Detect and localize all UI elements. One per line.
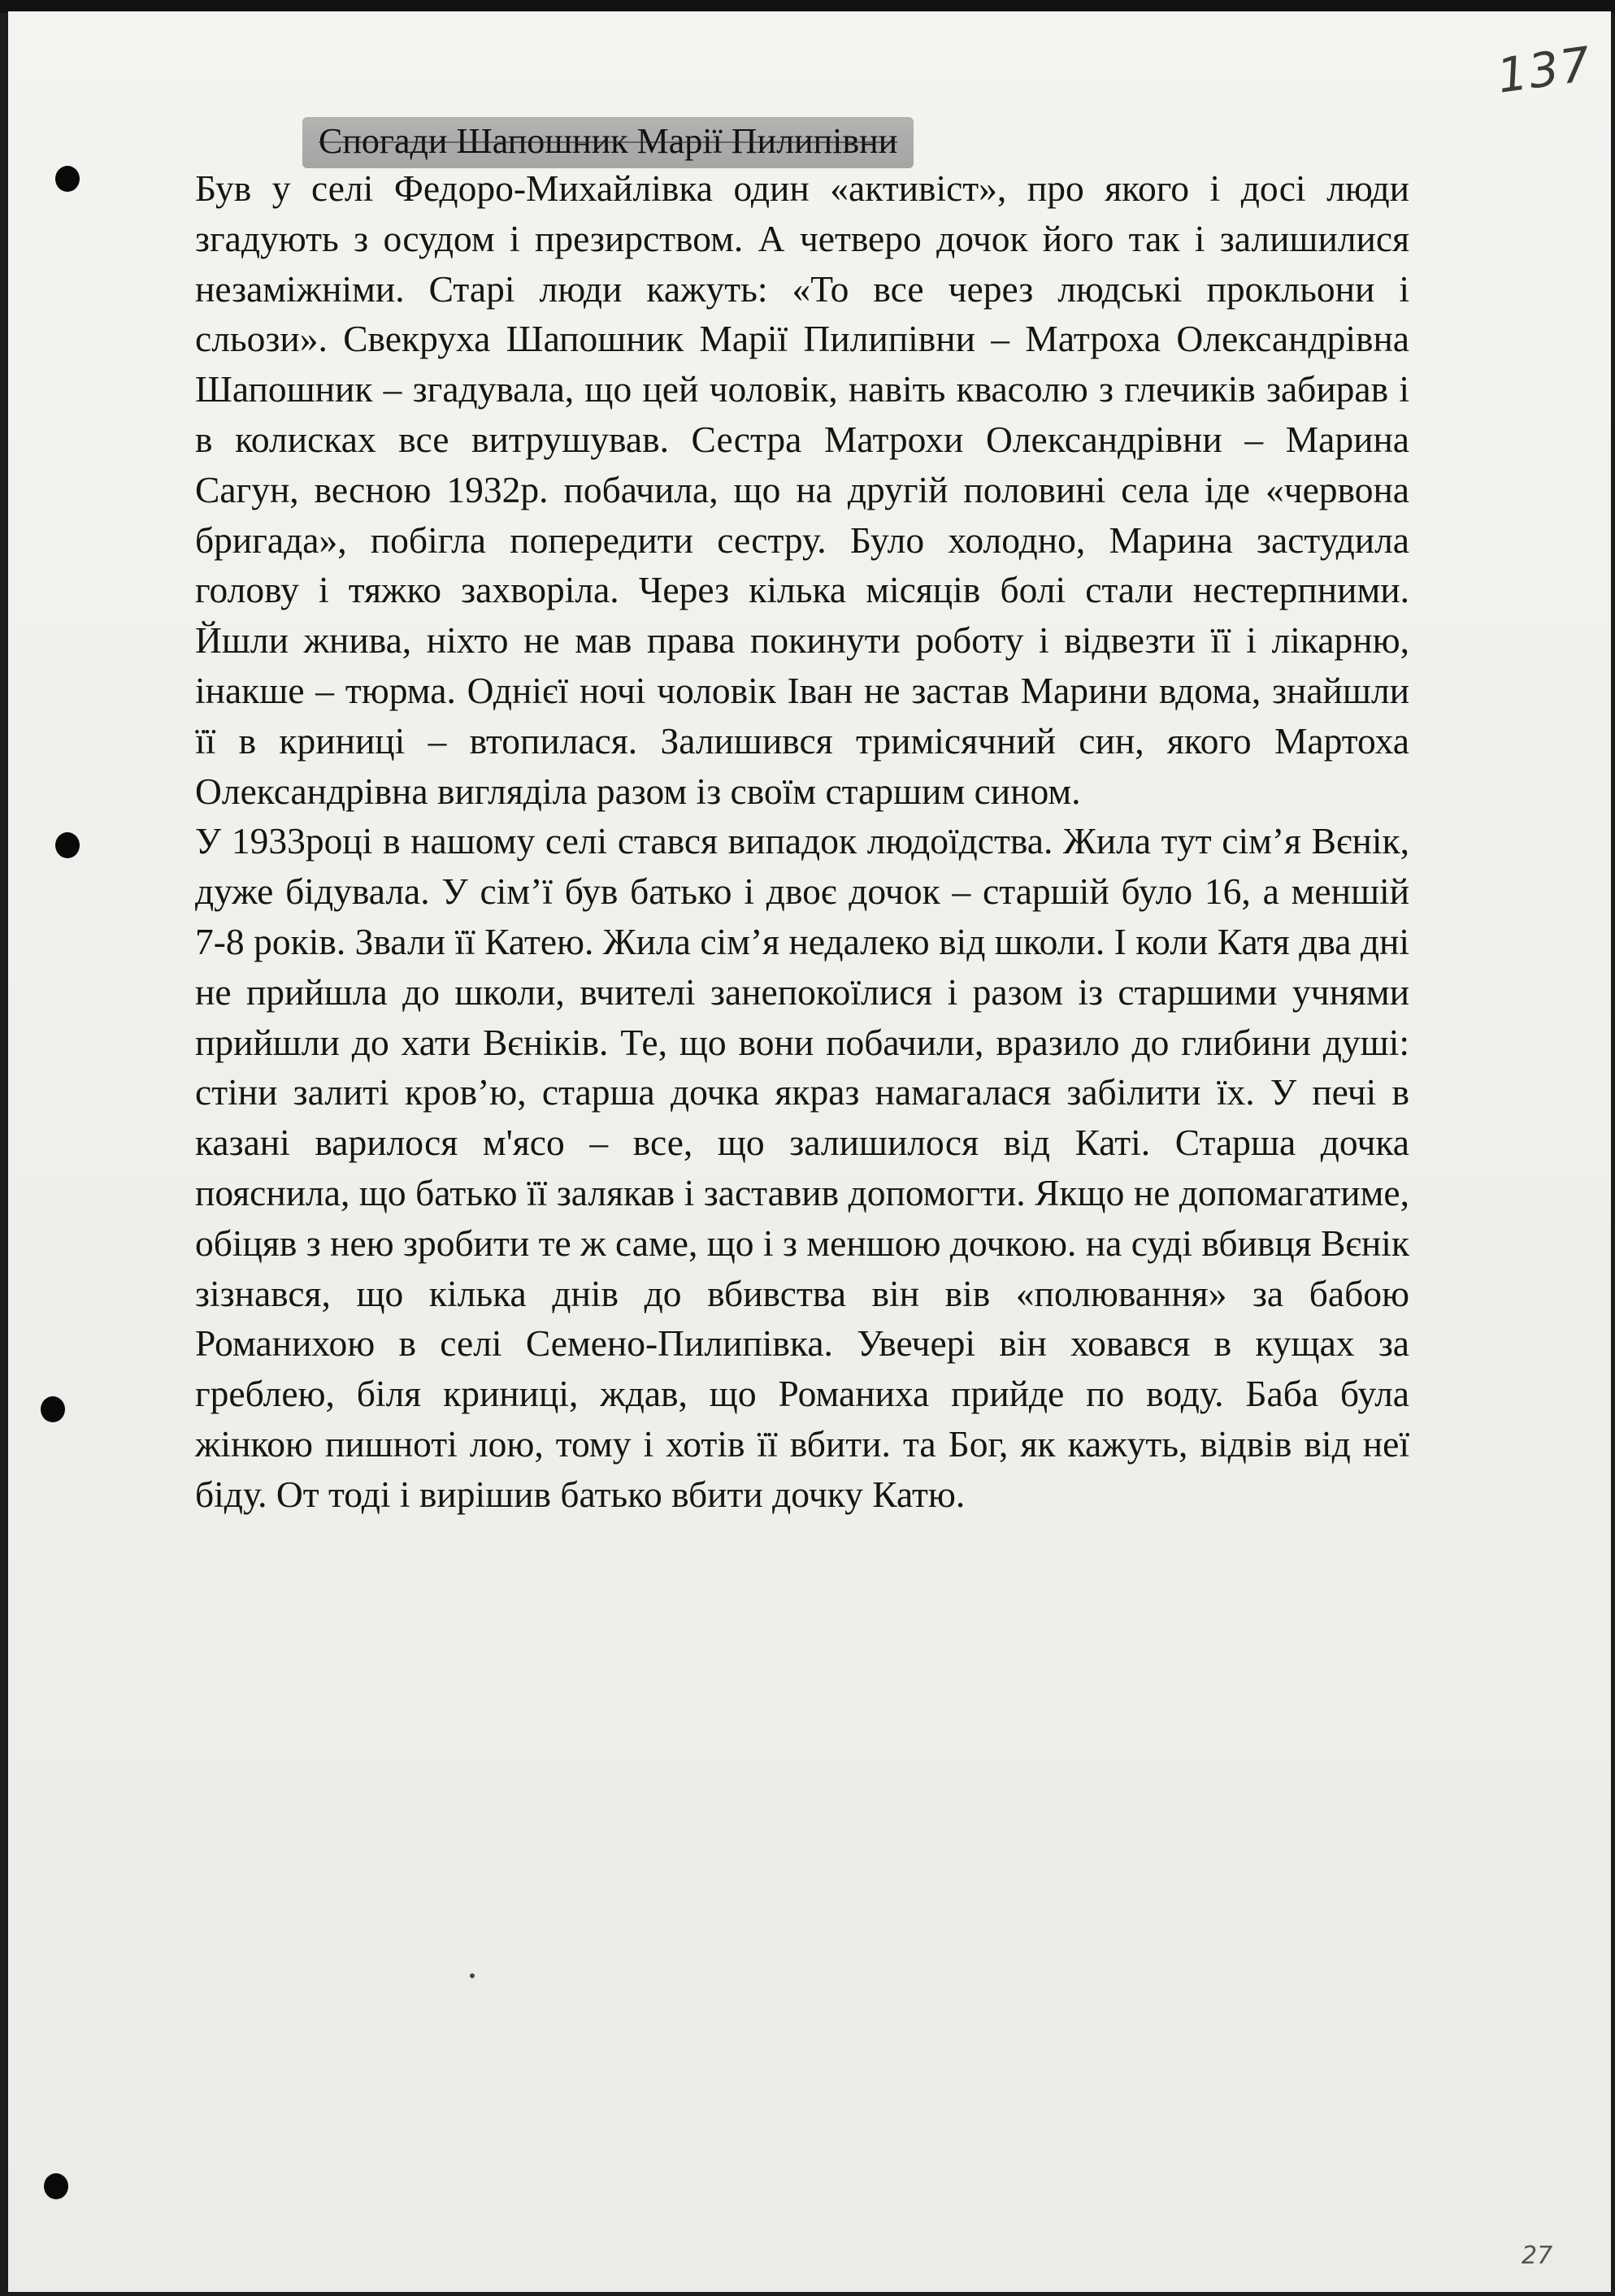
punch-hole-2 bbox=[55, 832, 80, 858]
punch-hole-1 bbox=[55, 166, 80, 192]
document-body bbox=[195, 163, 1409, 1520]
punch-hole-4 bbox=[44, 2173, 68, 2199]
document-page bbox=[8, 11, 1611, 2292]
sheet-number: 27 bbox=[1522, 2242, 1553, 2270]
punch-hole-3 bbox=[41, 1396, 65, 1422]
folio-number: 137 bbox=[1493, 36, 1595, 104]
scan-speck bbox=[470, 1973, 475, 1978]
paragraph-2: У 1933році в нашому селі стався випадок людоїдства. Жила тут сім’я Вєнік, дуже бідувала. У сім’ї був батько і двоє дочок – старшій було 16, а меншій 7-8 років. Звали її Катею. Жила сім’я недалеко від школи. І коли Катя два дні не прийшла до школи, вчителі занепокоїлися і разом із старшими учнями прийшли до хати Вєніків. Те, що вони побачили, вразило до глибини душі: стіни залиті кров’ю, старша дочка якраз намагалася забілити їх. У печі в казані варилося м'ясо – все, що залишилося від Каті. Старша дочка пояснила, що батько її залякав і заставив допомогти. Якщо не допомагатиме, обіцяв з нею зробити те ж саме, що і з меншою дочкою. на суді вбивця Вєнік зізнався, що кілька днів до вбивства він вів «полювання» за бабою Романихою в селі Семено-Пилипівка. Увечері він ховався в кущах за греблею, біля криниці, ждав, що Романиха прийде по воду. Баба була жінкою пишноті лою, тому і хотів її вбити. та Бог, як кажуть, відвів від неї біду. От тоді і вирішив батько вбити дочку Катю. bbox=[195, 820, 1409, 1515]
title-highlight bbox=[302, 117, 914, 168]
document-title: Спогади Шапошник Марії Пилипівни bbox=[319, 121, 898, 161]
paragraph-1: Був у селі Федоро-Михайлівка один «активіст», про якого і досі люди згадують з осудом і презирством. А четверо дочок його так і залишилися незаміжніми. Старі люди кажуть: «То все через людські прокльони і сльози». Свекруха Шапошник Марії Пилипівни – Матроха Олександрівна Шапошник – згадувала, що цей чоловік, навіть квасолю з глечиків забирав і в колисках все витрушував. Сестра Матрохи Олександрівни – Марина Сагун, весною 1932р. побачила, що на другій половині села іде «червона бригада», побігла попередити сестру. Було холодно, Марина застудила голову і тяжко захворіла. Через кілька місяців болі стали нестерпними. Йшли жнива, ніхто не мав права покинути роботу і відвезти її і лікарню, інакше – тюрма. Однієї ночі чоловік Іван не застав Марини вдома, знайшли її в криниці – втопилася. Залишився тримісячний син, якого Мартоха Олександрівна вигляділа разом із своїм старшим сином. bbox=[195, 167, 1409, 812]
